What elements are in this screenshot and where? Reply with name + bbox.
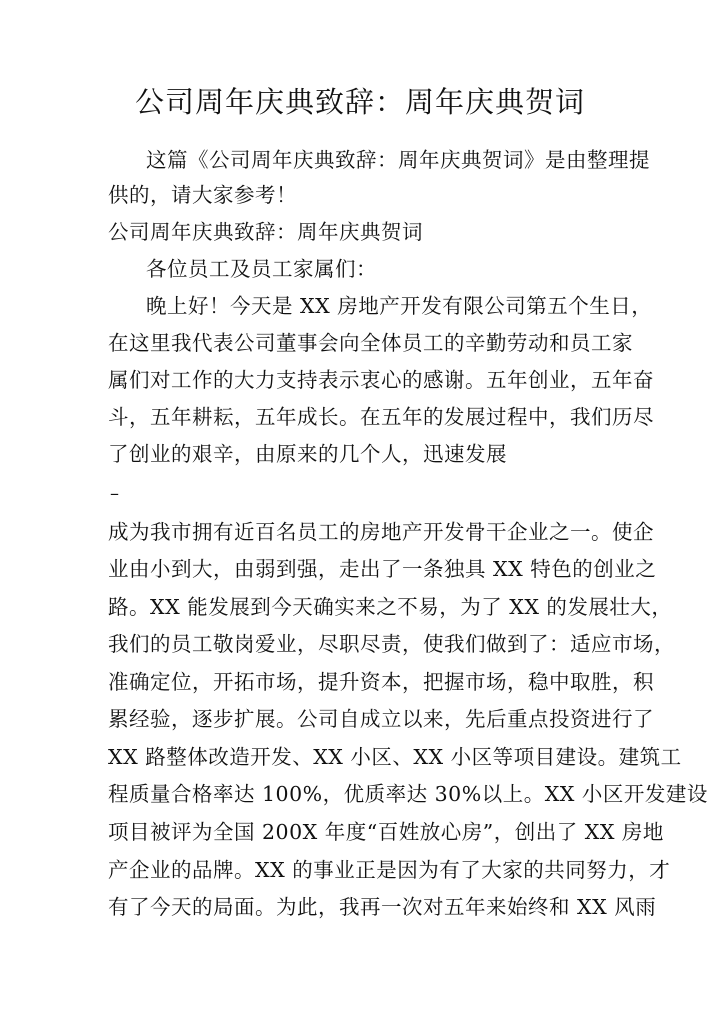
paragraph1-line-2: 在这里我代表公司董事会向全体员工的辛勤劳动和员工家 <box>108 331 633 355</box>
paragraph2-line-7: XX 路整体改造开发、XX 小区、XX 小区等项目建设。建筑工 <box>108 745 682 769</box>
paragraph2-line-6: 累经验，逐步扩展。公司自成立以来，先后重点投资进行了 <box>108 707 654 731</box>
salutation: 各位员工及员工家属们： <box>146 257 377 281</box>
page-separator: – <box>110 483 119 504</box>
paragraph2-line-9: 项目被评为全国 200X 年度“百姓放心房”，创出了 XX 房地 <box>108 820 664 844</box>
paragraph2-line-5: 准确定位，开拓市场，提升资本，把握市场，稳中取胜，积 <box>108 670 654 694</box>
paragraph2-line-2: 业由小到大，由弱到强，走出了一条独具 XX 特色的创业之 <box>108 557 657 581</box>
paragraph2-line-4: 我们的员工敬岗爱业，尽职尽责，使我们做到了：适应市场， <box>108 632 675 656</box>
paragraph2-line-1: 成为我市拥有近百名员工的房地产开发骨干企业之一。使企 <box>108 520 654 544</box>
paragraph2-line-11: 有了今天的局面。为此，我再一次对五年来始终和 XX 风雨 <box>108 895 657 919</box>
paragraph1-line-5: 了创业的艰辛，由原来的几个人，迅速发展 <box>108 442 507 466</box>
paragraph1-line-1: 晚上好！今天是 XX 房地产开发有限公司第五个生日， <box>146 294 653 318</box>
paragraph2-line-8: 程质量合格率达 100%，优质率达 30%以上。XX 小区开发建设 <box>108 782 708 806</box>
document-title: 公司周年庆典致辞：周年庆典贺词 <box>134 85 585 119</box>
intro-line-2: 供的，请大家参考！ <box>108 183 297 207</box>
paragraph1-line-3: 属们对工作的大力支持表示衷心的感谢。五年创业，五年奋 <box>108 368 654 392</box>
subtitle: 公司周年庆典致辞：周年庆典贺词 <box>108 220 423 244</box>
paragraph2-line-10: 产企业的品牌。XX 的事业正是因为有了大家的共同努力，才 <box>108 858 671 882</box>
intro-line-1: 这篇《公司周年庆典致辞：周年庆典贺词》是由整理提 <box>146 148 650 172</box>
paragraph1-line-4: 斗，五年耕耘，五年成长。在五年的发展过程中，我们历尽 <box>108 405 654 429</box>
paragraph2-line-3: 路。XX 能发展到今天确实来之不易，为了 XX 的发展壮大， <box>108 595 673 619</box>
